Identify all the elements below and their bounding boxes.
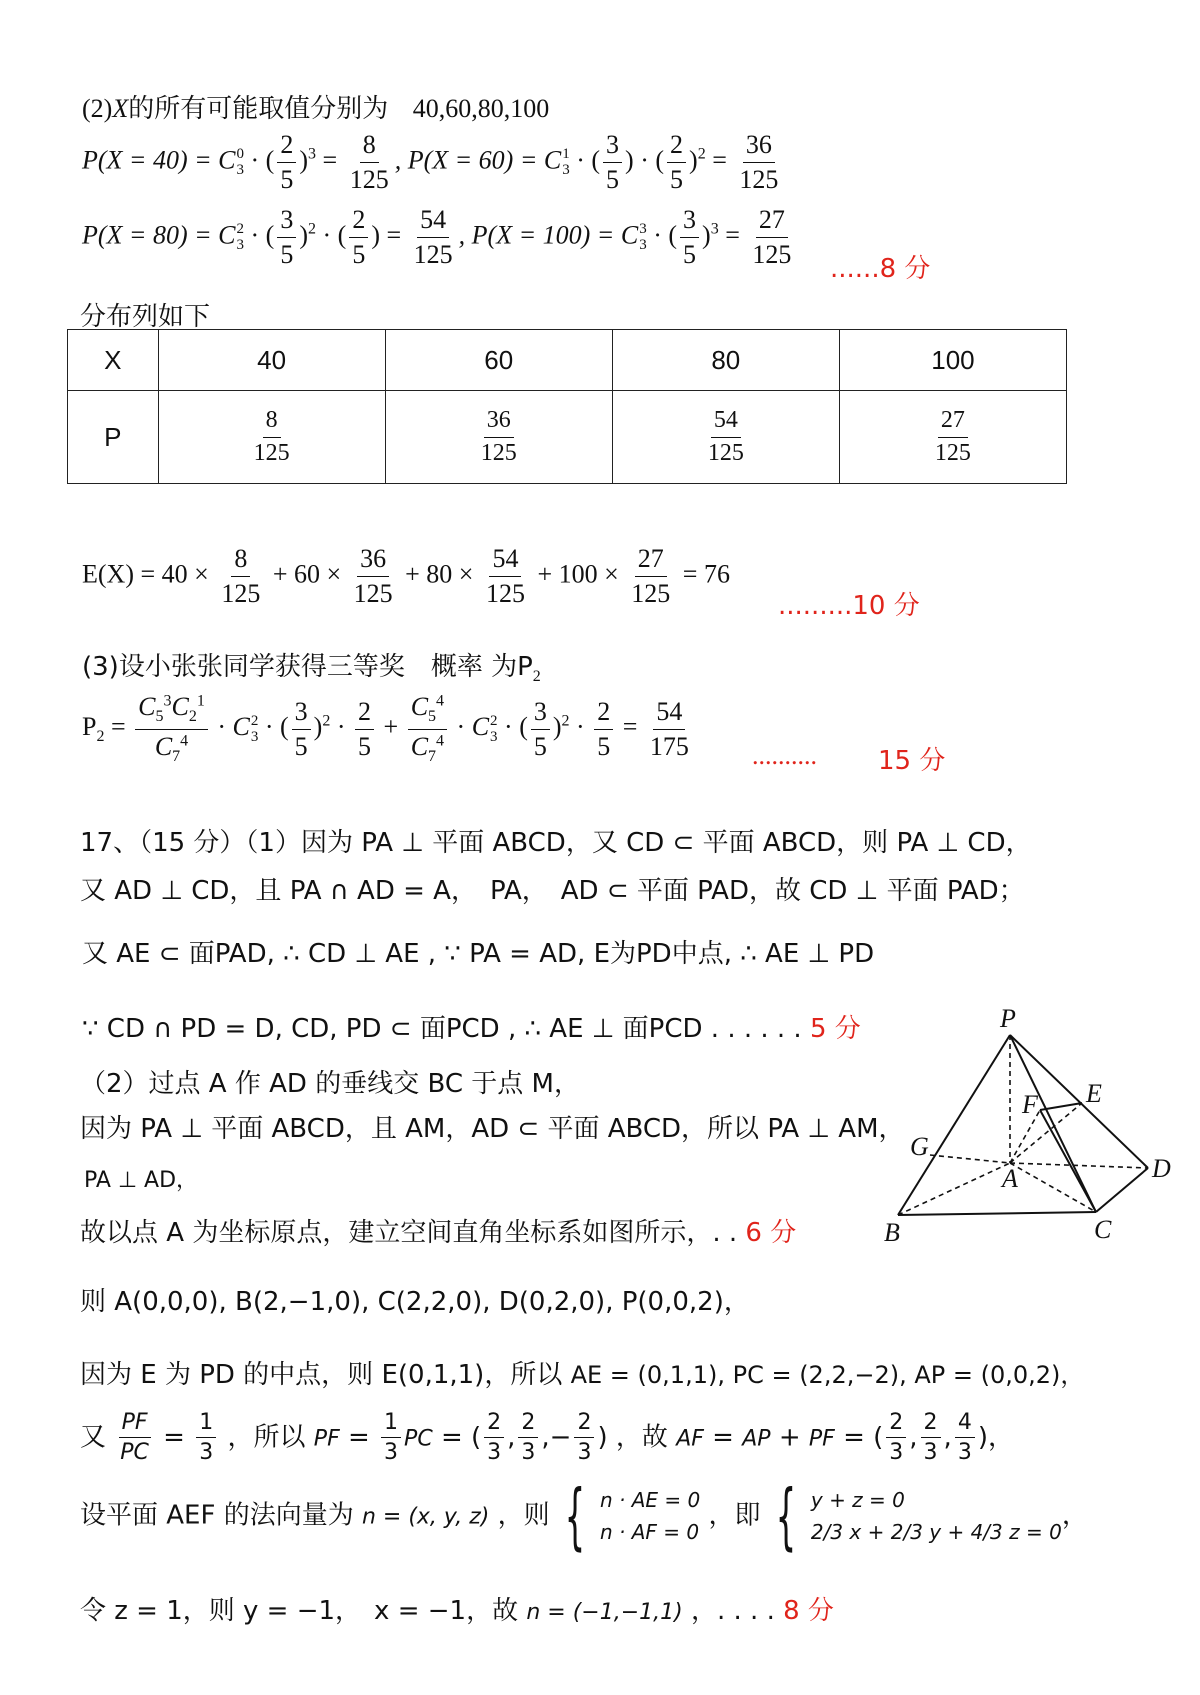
prob-line-1: P(X = 40) = C 0 3 · ( $\frac{2}{5}$ )$^3$ = $\frac{8}{125}$ , P(X = 60) = C 1 3 · ( $\frac{3}{5}$ ) · ( $\frac{2}{5}$ )$^2$ = $\frac{36}{125}$ [82,130,784,195]
table-row-label: P [68,391,159,484]
q17-line-11: 又 $\frac{PF}{PC}$ = $\frac{1}{3}$ ，所以 PF = $\frac{1}{3}$ PC = ( $\frac{2}{3}$ , $\frac{2}{3}$ ,− $\frac{2}{3}$ ) ，故 AF = AP + PF = ( $\frac{2}{3}$ , $\frac{2}{3}$ , $\frac{4}{3}$ )， [80,1410,1014,1466]
vertex-label-a: A [1002,1164,1018,1193]
table-header-cell: 80 [612,330,839,391]
pyramid-figure [870,1005,1190,1255]
q17-line-8: 故以点 A 为坐标原点，建立空间直角坐标系如图所示，. . 6 分 [80,1218,797,1248]
score-15: 15 分 [878,746,946,776]
frac-p40: $\frac{8}{125}$ [349,130,389,194]
table-cell: $\frac{27}{125}$ [839,391,1066,484]
frac-p60: $\frac{36}{125}$ [739,130,779,194]
table-header-cell: 100 [839,330,1066,391]
frac-p80: $\frac{54}{125}$ [413,205,453,269]
q17-line-10: 因为 E 为 PD 的中点，则 E(0,1,1)，所以 AE = (0,1,1), PC = (2,2,−2), AP = (0,0,2)， [80,1360,1085,1390]
expectation-line: E(X) = 40 × $\frac{8}{125}$ + 60 × $\frac{36}{125}$ + 80 × $\frac{54}{125}$ + 100 × $\frac{27}{125}$ = 76 [82,544,730,608]
q17-line-3: 又 AE ⊂ 面PAD, ∴ CD ⊥ AE , ∵ PA = AD, E为PD中点, ∴ AE ⊥ PD [82,939,875,969]
vertex-label-b: B [884,1218,900,1247]
q17-line-6: 因为 PA ⊥ 平面 ABCD，且 AM，AD ⊂ 平面 ABCD，所以 PA ⊥ AM， [80,1114,905,1144]
q17-line-1: 17、（15 分）（1）因为 PA ⊥ 平面 ABCD，又 CD ⊂ 平面 ABCD，则 PA ⊥ CD， [80,828,1032,858]
vertex-label-e: E [1086,1079,1102,1108]
system-1: n · AE = 0 n · AF = 0 [599,1488,701,1544]
table-header-cell: X [68,330,159,391]
vertex-label-c: C [1094,1215,1112,1244]
part3-intro: (3)设小张张同学获得三等奖 概率 为$P_2$ [82,652,541,686]
q17-line-4: ∵ CD ∩ PD = D, CD, PD ⊂ 面PCD , ∴ AE ⊥ 面PCD . . . . . . 5 分 [82,1014,861,1044]
vertex-label-d: D [1152,1154,1171,1183]
part3-formula: $P_2$ = $\frac{C_5^3C_2^1}{C_7^4}$ · C 2 3 · ( $\frac{3}{5}$ )$^2$ · $\frac{2}{5}$ + $\frac{C_5^4}{C_7^4}$ · C 2 3 · ( $\frac{3}{5}$ )$^2$ · $\frac{2}{5}$ = $\frac{54}{175}$ [82,692,695,766]
system-2: y + z = 0 2/3 x + 2/3 y + 4/3 z = 0 [810,1488,1062,1544]
score-15-dots: .......... [752,741,817,770]
vertex-label-f: F [1022,1090,1038,1119]
q17-line-2: 又 AD ⊥ CD，且 PA ∩ AD = A， PA， AD ⊂ 平面 PAD，故 CD ⊥ 平面 PAD； [80,876,1025,906]
score-10: .........10 分 [778,591,920,621]
q17-line-5: （2）过点 A 作 AD 的垂线交 BC 于点 M， [80,1069,580,1099]
frac-p2: $\frac{54}{175}$ [649,696,689,761]
table-cell: $\frac{36}{125}$ [385,391,612,484]
score-8: ......8 分 [830,254,931,284]
q17-line-12: 设平面 AEF 的法向量为 n = (x, y, z) ，则 { n · AE = 0 n · AF = 0 ，即 { y + z = 0 2/3 x + 2/3 y + 4/3 z = 0 ， [80,1474,1088,1558]
table-row [68,330,1067,391]
dist-caption: 分布列如下 [80,302,211,332]
table-cell: $\frac{54}{125}$ [612,391,839,484]
distribution-table [67,329,1067,484]
part2-intro: (2)X的所有可能取值分别为 40,60,80,100 [82,94,550,124]
q17-line-9: 则 A(0,0,0), B(2,−1,0), C(2,2,0), D(0,2,0), P(0,0,2)， [80,1287,750,1317]
prob-line-2: P(X = 80) = C 2 3 · ( $\frac{3}{5}$ )$^2$ · ( $\frac{2}{5}$ ) = $\frac{54}{125}$ , P(X = 100) = C 3 3 · ( $\frac{3}{5}$ )$^3$ = $\frac{27}{125}$ [82,205,797,270]
frac-p100: $\frac{27}{125}$ [752,205,792,269]
table-header-cell: 40 [158,330,385,391]
q17-line-7: PA ⊥ AD， [84,1168,199,1193]
table-header-cell: 60 [385,330,612,391]
table-cell: $\frac{8}{125}$ [158,391,385,484]
table-row [68,391,1067,484]
vertex-label-p: P [1000,1005,1016,1033]
vertex-label-g: G [910,1132,929,1161]
q17-line-13: 令 z = 1，则 y = −1， x = −1，故 n = (−1,−1,1) ，. . . . 8 分 [80,1596,834,1626]
